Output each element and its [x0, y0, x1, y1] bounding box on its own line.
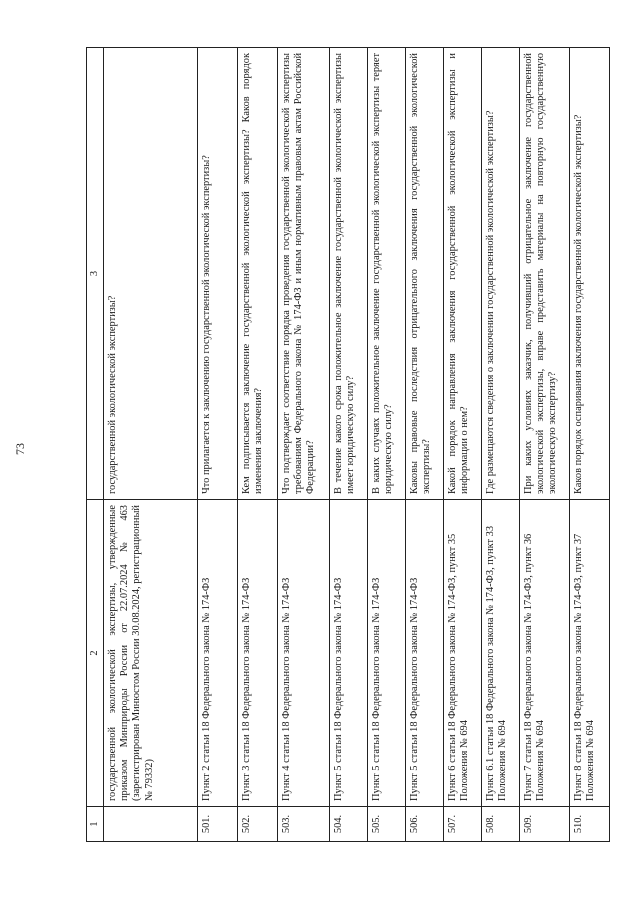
basis-cell: Пункт 5 статьи 18 Федерального закона № 174-ФЗ	[330, 500, 368, 807]
question-cell: Что подтверждает соответствие порядка проведения государственной экологической экспертизы требованиям Федерального закона № 174-ФЗ и иным нормативным правовым актам Российской Федерации?	[278, 48, 330, 500]
header-cell-1: 1	[87, 807, 104, 842]
row-number-cell: 507.	[444, 807, 482, 842]
header-row	[87, 48, 104, 842]
page-number: 73	[13, 443, 27, 455]
basis-cell: Пункт 2 статьи 18 Федерального закона № 174-ФЗ	[198, 500, 238, 807]
basis-cell: Пункт 7 статьи 18 Федерального закона № 174-ФЗ, пункт 36 Положения № 694	[520, 500, 570, 807]
basis-cell: государственной экологической экспертизы, утвержденные приказом Минприроды России от 22.07.2024 № 463 (зарегистрирован Минюстом России 30.08.2024, регистрационный № 79332)	[104, 500, 198, 807]
table-row	[482, 48, 520, 842]
basis-cell: Пункт 5 статьи 18 Федерального закона № 174-ФЗ	[406, 500, 444, 807]
table-row	[406, 48, 444, 842]
header-cell-3: 3	[87, 48, 104, 500]
row-number-cell: 504.	[330, 807, 368, 842]
header-cell-2: 2	[87, 500, 104, 807]
row-number-cell: 505.	[368, 807, 406, 842]
row-number-cell: 509.	[520, 807, 570, 842]
questions-table-wrapper	[86, 48, 597, 842]
continuation-row	[104, 48, 198, 842]
row-number-cell: 503.	[278, 807, 330, 842]
question-cell: Где размещаются сведения о заключении государственной экологической экспертизы?	[482, 48, 520, 500]
table-row	[444, 48, 482, 842]
question-cell: Кем подписывается заключение государственной экологической экспертизы? Каков порядок изменения заключения?	[238, 48, 278, 500]
table-row	[278, 48, 330, 842]
row-number-cell: 508.	[482, 807, 520, 842]
question-cell: В каких случаях положительное заключение государственной экологической экспертизы теряет юридическую силу?	[368, 48, 406, 500]
row-number-cell: 510.	[570, 807, 610, 842]
question-cell: В течение какого срока положительное заключение государственной экологической экспертизы имеет юридическую силу?	[330, 48, 368, 500]
question-cell: Какой порядок направления заключения государственной экологической экспертизы и информации о нем?	[444, 48, 482, 500]
row-number-cell	[104, 807, 198, 842]
table-row	[520, 48, 570, 842]
basis-cell: Пункт 3 статьи 18 Федерального закона № 174-ФЗ	[238, 500, 278, 807]
basis-cell: Пункт 6.1 статьи 18 Федерального закона № 174-ФЗ, пункт 33 Положения № 694	[482, 500, 520, 807]
row-number-cell: 506.	[406, 807, 444, 842]
basis-cell: Пункт 4 статьи 18 Федерального закона № 174-ФЗ	[278, 500, 330, 807]
question-cell: Что прилагается к заключению государственной экологической экспертизы?	[198, 48, 238, 500]
question-cell: При каких условиях заказчик, получивший отрицательное заключение государственной экологической экспертизы, вправе представить материалы на повторную государственную экологическую экспертизу?	[520, 48, 570, 500]
table-row	[368, 48, 406, 842]
table-row	[570, 48, 610, 842]
table-row	[198, 48, 238, 842]
question-cell: Каковы правовые последствия отрицательного заключения государственной экологической экспертизы?	[406, 48, 444, 500]
basis-cell: Пункт 8 статьи 18 Федерального закона № 174-ФЗ, пункт 37 Положения № 694	[570, 500, 610, 807]
row-number-cell: 501.	[198, 807, 238, 842]
basis-cell: Пункт 5 статьи 18 Федерального закона № 174-ФЗ	[368, 500, 406, 807]
basis-cell: Пункт 6 статьи 18 Федерального закона № 174-ФЗ, пункт 35 Положения № 694	[444, 500, 482, 807]
question-cell: государственной экологической экспертизы?	[104, 48, 198, 500]
table-row	[238, 48, 278, 842]
table-row	[330, 48, 368, 842]
questions-table	[86, 47, 610, 842]
question-cell: Каков порядок оспаривания заключения государственной экологической экспертизы?	[570, 48, 610, 500]
row-number-cell: 502.	[238, 807, 278, 842]
